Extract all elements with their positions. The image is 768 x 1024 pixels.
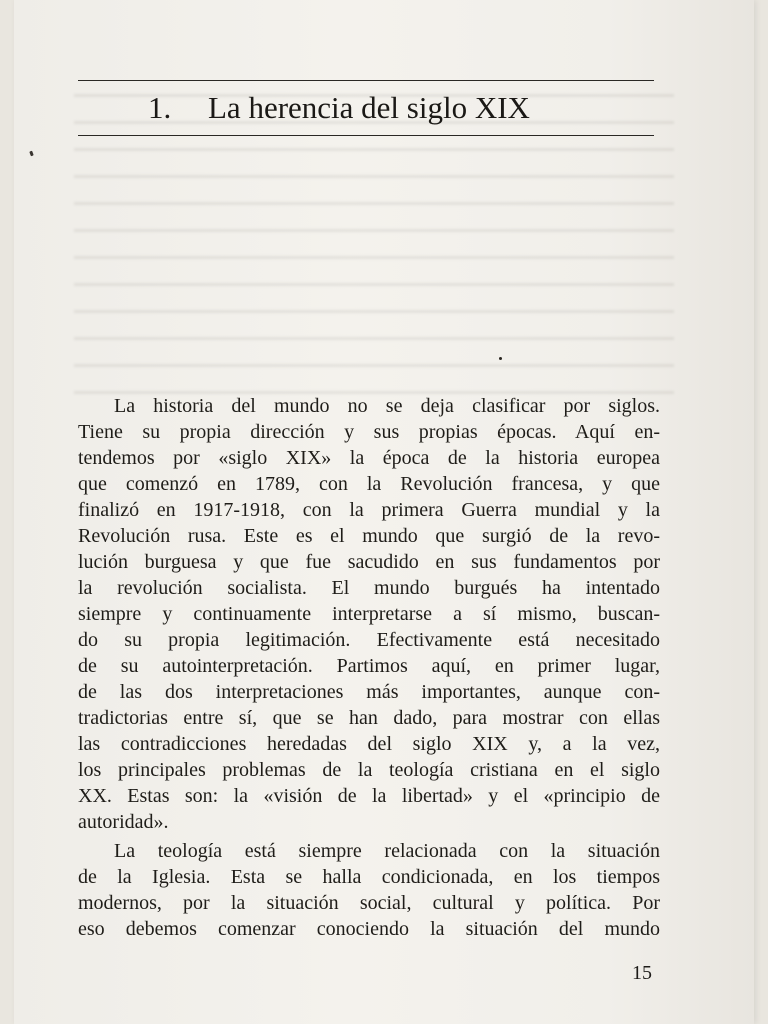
text-line: que comenzó en 1789, con la Revolución francesa, y que <box>78 473 660 495</box>
text-line: las contradicciones heredadas del siglo XIX y, a la vez, <box>78 733 660 755</box>
text-line: Revolución rusa. Este es el mundo que surgió de la revo- <box>78 525 660 547</box>
paragraph-1 <box>78 393 660 835</box>
page-number: 15 <box>632 962 652 984</box>
text-line: autoridad». <box>78 811 169 833</box>
text-line: tradictorias entre sí, que se han dado, para mostrar con ellas <box>78 707 660 729</box>
text-line: XX. Estas son: la «visión de la libertad» y el «principio de <box>78 785 660 807</box>
text-line: de su autointerpretación. Partimos aquí, en primer lugar, <box>78 655 660 677</box>
paragraph-2 <box>78 838 660 942</box>
ink-speck <box>29 151 34 157</box>
text-line: lución burguesa y que fue sacudido en sus fundamentos por <box>78 551 660 573</box>
text-line: La teología está siempre relacionada con la situación <box>114 840 660 862</box>
text-line: siempre y continuamente interpretarse a sí mismo, buscan- <box>78 603 660 625</box>
text-line: Tiene su propia dirección y sus propias épocas. Aquí en- <box>78 421 660 443</box>
text-line: tendemos por «siglo XIX» la época de la historia europea <box>78 447 660 469</box>
chapter-number: 1. <box>148 90 172 125</box>
text-line: de la Iglesia. Esta se halla condicionada, en los tiempos <box>78 866 660 888</box>
chapter-heading <box>78 80 654 136</box>
text-line: do su propia legitimación. Efectivamente está necesitado <box>78 629 660 651</box>
chapter-title: La herencia del siglo XIX <box>208 90 530 125</box>
text-line: modernos, por la situación social, cultural y política. Por <box>78 892 660 914</box>
text-line: finalizó en 1917-1918, con la primera Guerra mundial y la <box>78 499 660 521</box>
body-text <box>78 393 660 942</box>
ink-dot <box>499 357 502 360</box>
text-line: los principales problemas de la teología cristiana en el siglo <box>78 759 660 781</box>
text-line: La historia del mundo no se deja clasificar por siglos. <box>114 395 660 417</box>
text-line: de las dos interpretaciones más importantes, aunque con- <box>78 681 660 703</box>
text-line: la revolución socialista. El mundo burgués ha intentado <box>78 577 660 599</box>
text-line: eso debemos comenzar conociendo la situación del mundo <box>78 918 660 940</box>
